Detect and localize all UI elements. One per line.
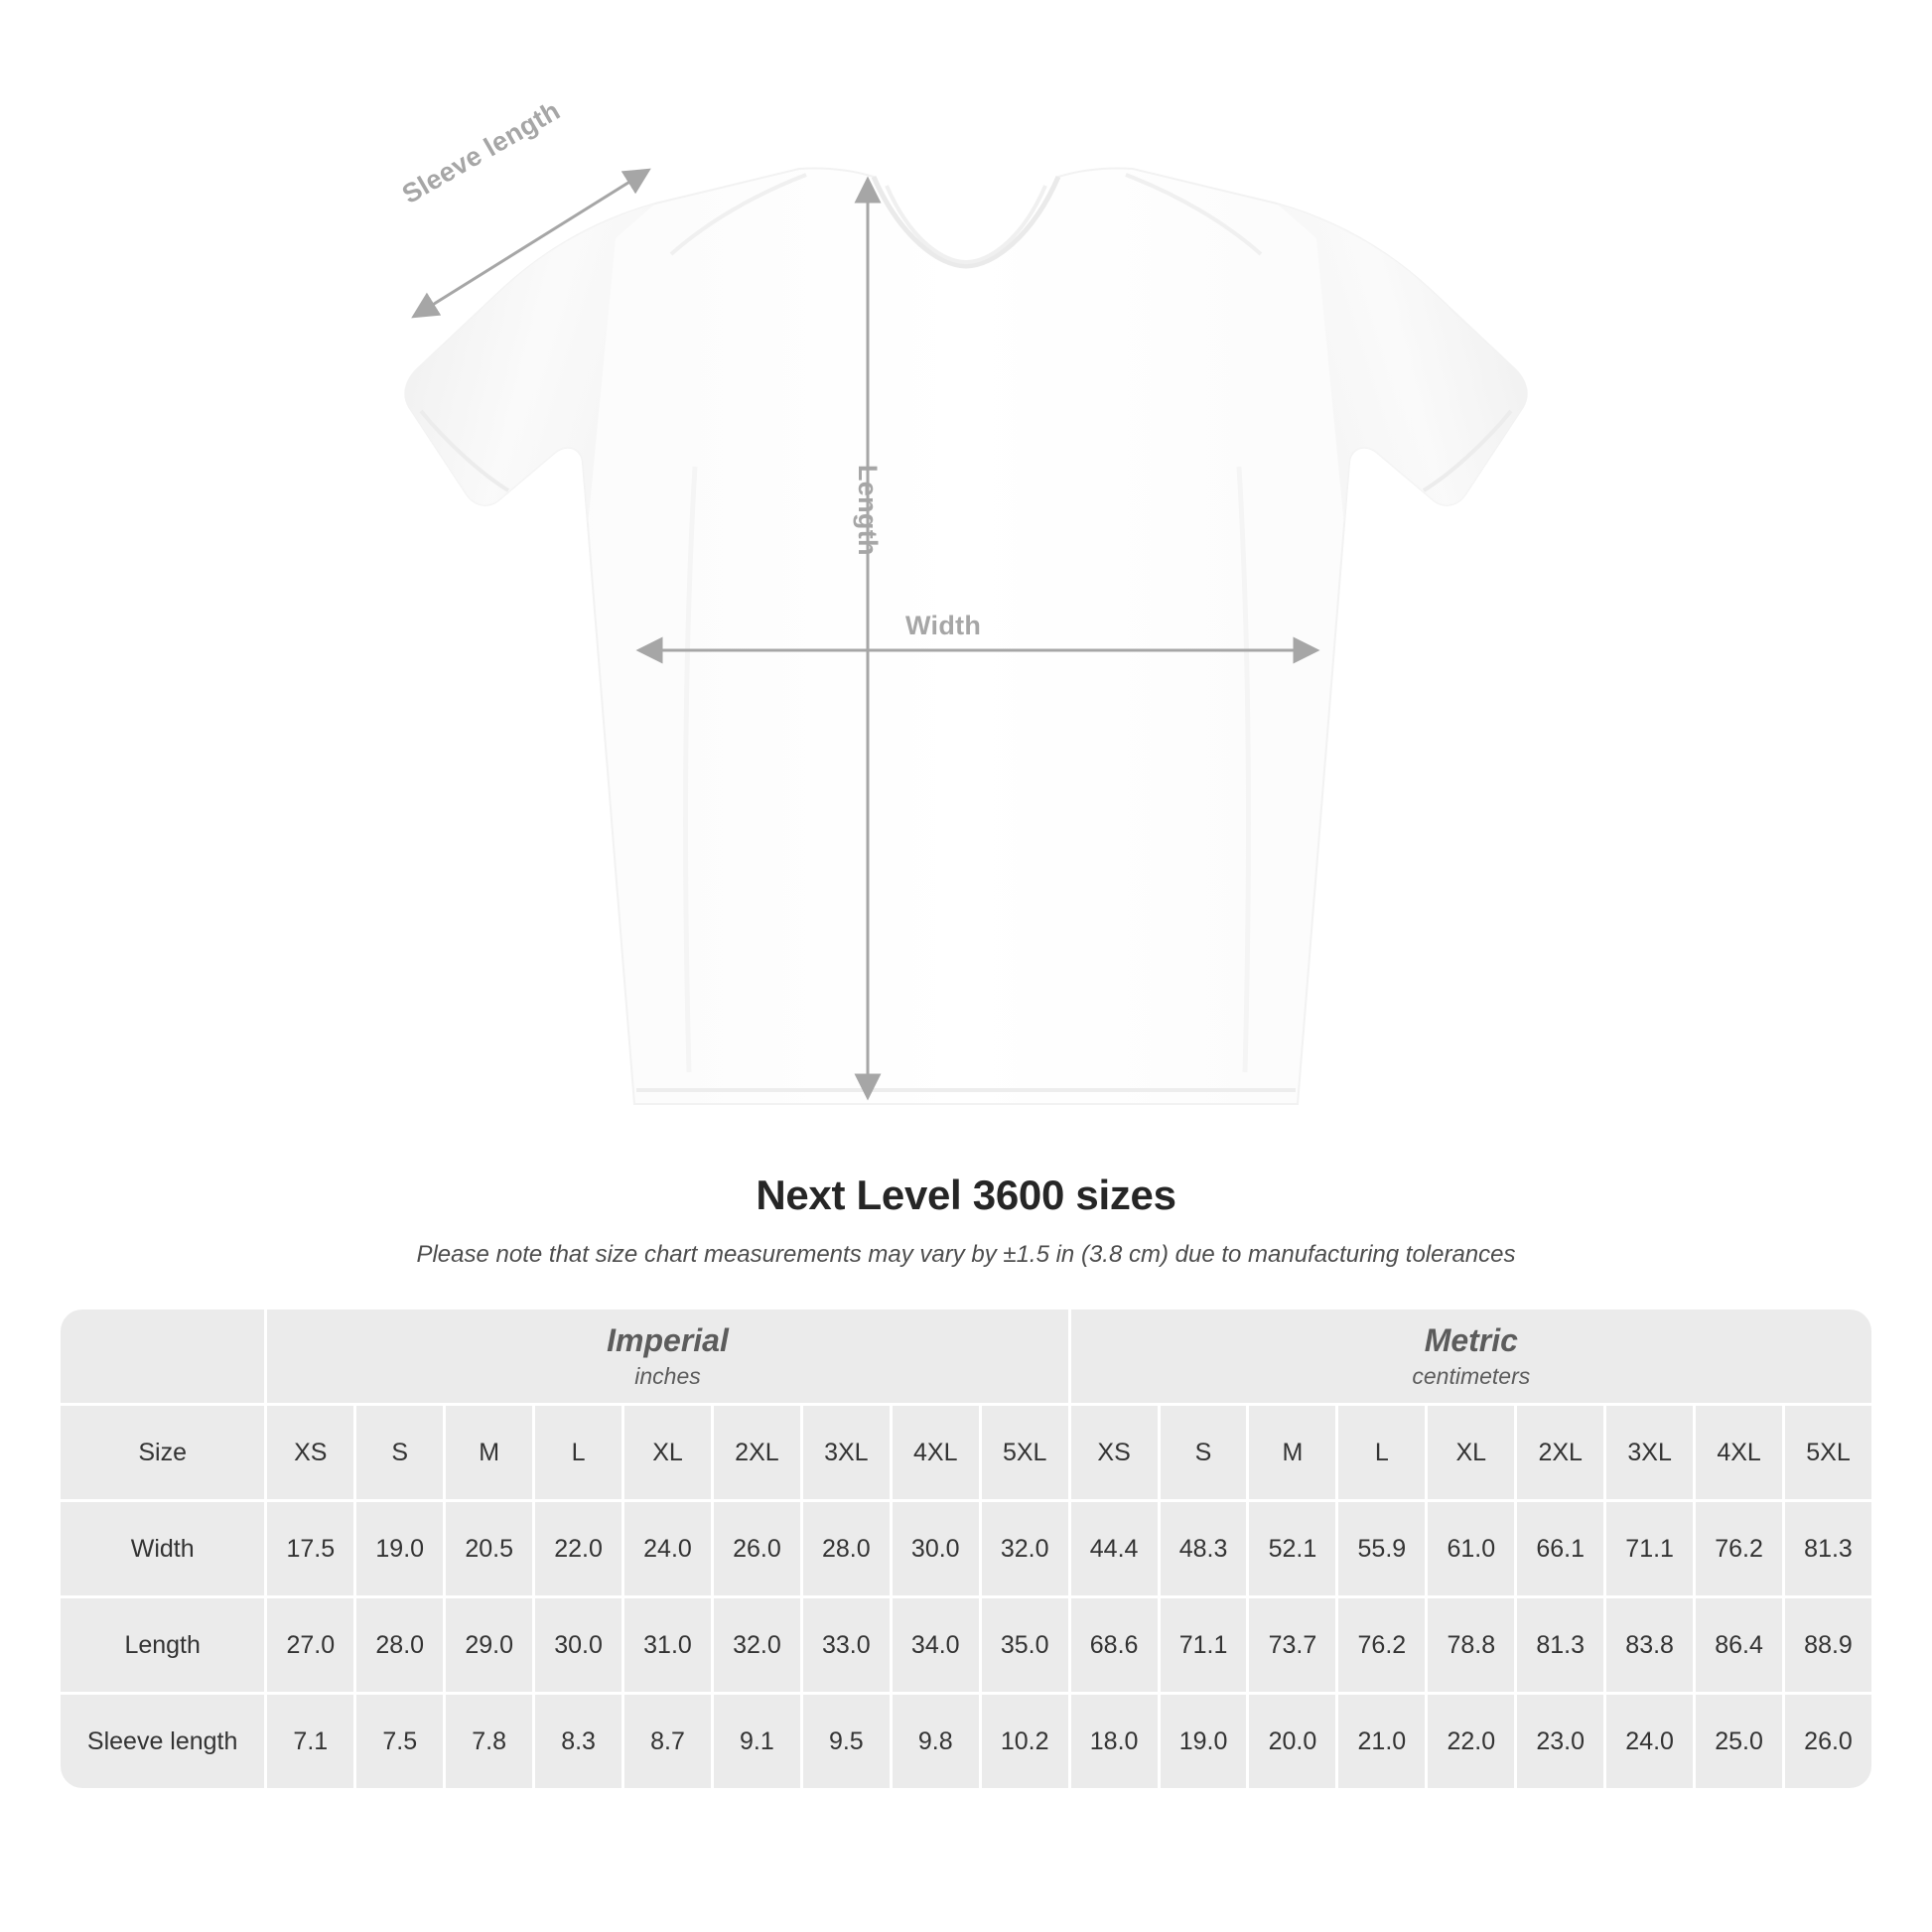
imperial-sub: inches (634, 1362, 701, 1389)
cell-width-imperial-s: 19.0 (356, 1502, 443, 1595)
cell-sleeve-metric-3xl: 24.0 (1606, 1695, 1693, 1788)
unit-header-imperial (267, 1310, 1067, 1403)
cell-width-imperial-m: 20.5 (446, 1502, 532, 1595)
cell-length-imperial-5xl: 35.0 (982, 1598, 1068, 1692)
cell-sleeve-metric-xl: 22.0 (1428, 1695, 1514, 1788)
size-col-metric-xl: XL (1428, 1406, 1514, 1499)
size-col-metric-xs: XS (1071, 1406, 1158, 1499)
size-col-imperial-3xl: 3XL (803, 1406, 890, 1499)
cell-sleeve-metric-m: 20.0 (1249, 1695, 1335, 1788)
cell-length-metric-l: 76.2 (1338, 1598, 1425, 1692)
unit-header-metric (1071, 1310, 1871, 1403)
table-row (61, 1598, 1871, 1692)
sleeve-length-label: Sleeve length (397, 95, 566, 209)
size-col-metric-m: M (1249, 1406, 1335, 1499)
imperial-name: Imperial (607, 1321, 729, 1358)
metric-name: Metric (1424, 1321, 1518, 1358)
cell-width-imperial-3xl: 28.0 (803, 1502, 890, 1595)
length-label: Length (853, 465, 883, 556)
cell-length-imperial-xl: 31.0 (624, 1598, 711, 1692)
cell-width-metric-l: 55.9 (1338, 1502, 1425, 1595)
cell-width-imperial-xs: 17.5 (267, 1502, 353, 1595)
cell-width-metric-xl: 61.0 (1428, 1502, 1514, 1595)
cell-length-imperial-s: 28.0 (356, 1598, 443, 1692)
size-table (58, 1307, 1874, 1791)
row-label-sleeve-length: Sleeve length (61, 1695, 264, 1788)
size-col-imperial-xl: XL (624, 1406, 711, 1499)
cell-width-metric-5xl: 81.3 (1785, 1502, 1871, 1595)
cell-sleeve-imperial-m: 7.8 (446, 1695, 532, 1788)
cell-sleeve-metric-l: 21.0 (1338, 1695, 1425, 1788)
title-block (0, 1172, 1932, 1269)
size-col-imperial-s: S (356, 1406, 443, 1499)
size-col-imperial-4xl: 4XL (893, 1406, 979, 1499)
size-table-wrapper (58, 1307, 1874, 1791)
cell-sleeve-metric-s: 19.0 (1161, 1695, 1247, 1788)
page-title: Next Level 3600 sizes (756, 1172, 1176, 1218)
cell-length-imperial-l: 30.0 (535, 1598, 621, 1692)
size-col-imperial-l: L (535, 1406, 621, 1499)
unit-header-row (61, 1310, 1871, 1403)
cell-length-imperial-m: 29.0 (446, 1598, 532, 1692)
table-row (61, 1502, 1871, 1595)
cell-sleeve-imperial-xl: 8.7 (624, 1695, 711, 1788)
width-label: Width (905, 611, 982, 640)
cell-sleeve-metric-xs: 18.0 (1071, 1695, 1158, 1788)
cell-sleeve-imperial-2xl: 9.1 (714, 1695, 800, 1788)
size-col-metric-5xl: 5XL (1785, 1406, 1871, 1499)
size-header-cell: Size (61, 1406, 264, 1499)
cell-sleeve-metric-2xl: 23.0 (1517, 1695, 1603, 1788)
cell-width-imperial-2xl: 26.0 (714, 1502, 800, 1595)
size-col-metric-2xl: 2XL (1517, 1406, 1603, 1499)
cell-sleeve-metric-5xl: 26.0 (1785, 1695, 1871, 1788)
cell-sleeve-imperial-s: 7.5 (356, 1695, 443, 1788)
cell-width-imperial-4xl: 30.0 (893, 1502, 979, 1595)
size-col-imperial-xs: XS (267, 1406, 353, 1499)
size-col-metric-3xl: 3XL (1606, 1406, 1693, 1499)
cell-length-metric-2xl: 81.3 (1517, 1598, 1603, 1692)
cell-width-metric-m: 52.1 (1249, 1502, 1335, 1595)
cell-sleeve-imperial-5xl: 10.2 (982, 1695, 1068, 1788)
cell-sleeve-metric-4xl: 25.0 (1696, 1695, 1782, 1788)
cell-length-metric-5xl: 88.9 (1785, 1598, 1871, 1692)
cell-width-metric-s: 48.3 (1161, 1502, 1247, 1595)
cell-width-metric-xs: 44.4 (1071, 1502, 1158, 1595)
size-col-metric-s: S (1161, 1406, 1247, 1499)
size-col-imperial-m: M (446, 1406, 532, 1499)
size-col-metric-4xl: 4XL (1696, 1406, 1782, 1499)
metric-sub: centimeters (1412, 1362, 1531, 1389)
cell-length-metric-s: 71.1 (1161, 1598, 1247, 1692)
cell-width-metric-2xl: 66.1 (1517, 1502, 1603, 1595)
cell-length-metric-m: 73.7 (1249, 1598, 1335, 1692)
size-col-metric-l: L (1338, 1406, 1425, 1499)
unit-header-blank (61, 1310, 264, 1403)
cell-length-imperial-2xl: 32.0 (714, 1598, 800, 1692)
size-col-imperial-5xl: 5XL (982, 1406, 1068, 1499)
size-header-row (61, 1406, 1871, 1499)
cell-sleeve-imperial-xs: 7.1 (267, 1695, 353, 1788)
cell-length-metric-4xl: 86.4 (1696, 1598, 1782, 1692)
cell-width-imperial-xl: 24.0 (624, 1502, 711, 1595)
cell-length-imperial-3xl: 33.0 (803, 1598, 890, 1692)
cell-length-metric-xl: 78.8 (1428, 1598, 1514, 1692)
cell-length-imperial-4xl: 34.0 (893, 1598, 979, 1692)
size-col-imperial-2xl: 2XL (714, 1406, 800, 1499)
cell-width-metric-3xl: 71.1 (1606, 1502, 1693, 1595)
cell-length-imperial-xs: 27.0 (267, 1598, 353, 1692)
cell-length-metric-xs: 68.6 (1071, 1598, 1158, 1692)
table-row (61, 1695, 1871, 1788)
row-label-length: Length (61, 1598, 264, 1692)
tolerance-note: Please note that size chart measurements may vary by ±1.5 in (3.8 cm) due to manufacturing tolerances (416, 1241, 1516, 1268)
cell-width-imperial-5xl: 32.0 (982, 1502, 1068, 1595)
cell-length-metric-3xl: 83.8 (1606, 1598, 1693, 1692)
cell-sleeve-imperial-4xl: 9.8 (893, 1695, 979, 1788)
cell-width-imperial-l: 22.0 (535, 1502, 621, 1595)
row-label-width: Width (61, 1502, 264, 1595)
cell-sleeve-imperial-3xl: 9.5 (803, 1695, 890, 1788)
cell-sleeve-imperial-l: 8.3 (535, 1695, 621, 1788)
cell-width-metric-4xl: 76.2 (1696, 1502, 1782, 1595)
